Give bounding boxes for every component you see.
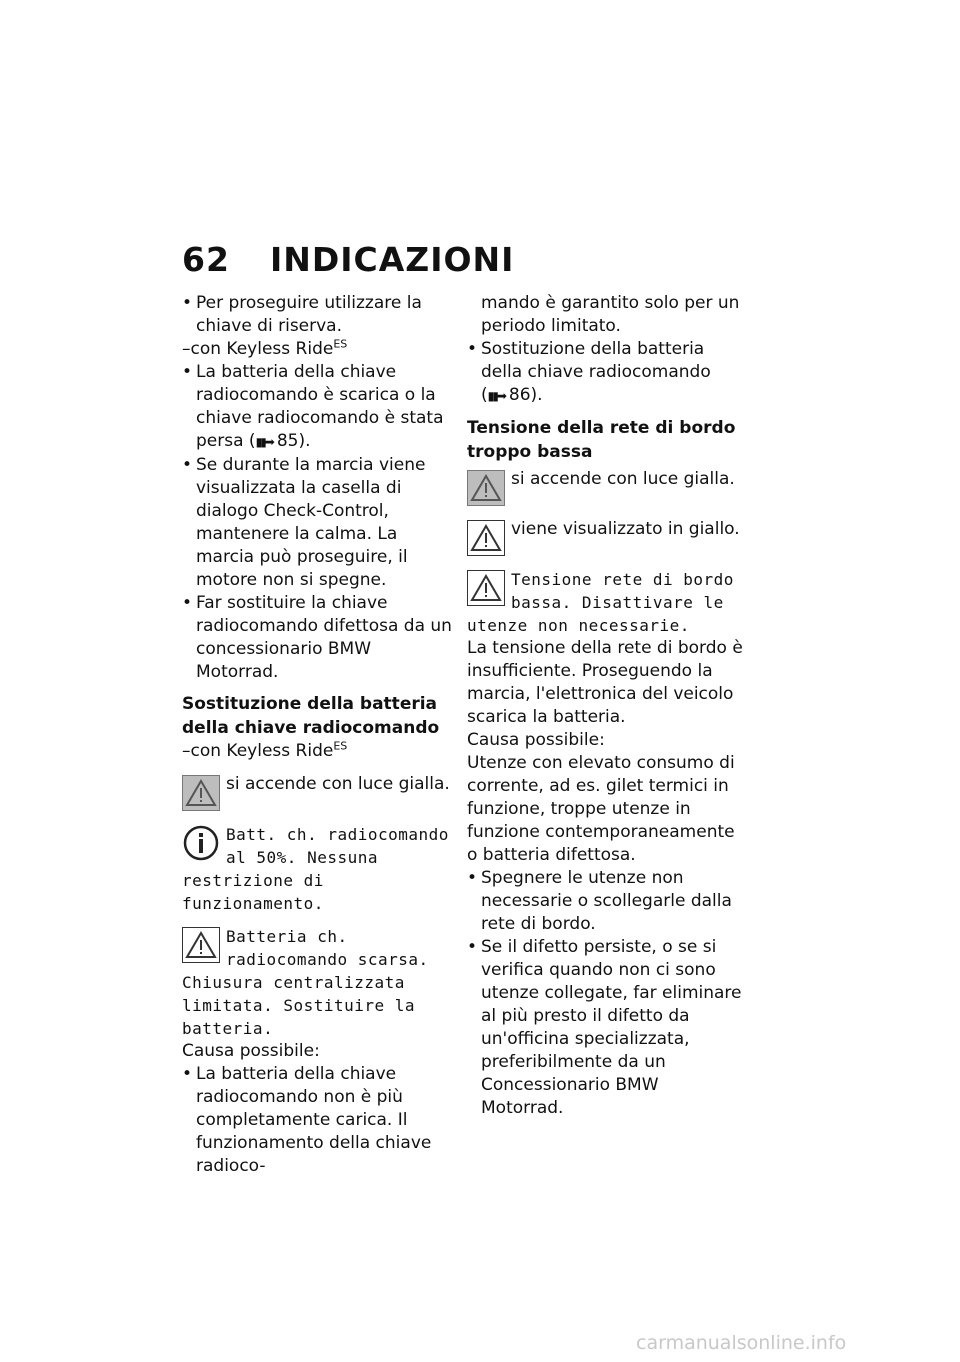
display-message: Batteria ch. radiocomando scarsa. Chiusura centralizzata limitata. Sostituire la batteria. [182, 927, 429, 1038]
info-message-row [182, 823, 452, 915]
info-icon [182, 825, 220, 861]
warning-triangle-icon [467, 470, 505, 506]
list-item: • La batteria della chiave radiocomando è scarica o la chiave radiocomando è stata persa (▮▮➡ 85). [182, 361, 452, 454]
warning-message-row [182, 925, 452, 1040]
display-message: Tensione rete di bordo bassa. Disattivare le utenze non necessarie. [467, 570, 734, 635]
warning-triangle-icon [467, 570, 505, 606]
warning-light-row [182, 773, 452, 813]
list-item: • Far sostituire la chiave radiocomando difettosa da un concessionario BMW Motorrad. [182, 592, 452, 684]
section-heading: Sostituzione della batteria della chiave radiocomando [182, 694, 440, 738]
page-header [182, 240, 514, 279]
warning-message-row [467, 568, 745, 637]
indicator-text: si accende con luce gialla. [226, 774, 450, 794]
right-column [467, 292, 745, 1120]
list-item: • Se durante la marcia viene visualizzata la casella di dialogo Check-Control, mantenere la calma. La marcia può proseguire, il motore non si spegne. [182, 454, 452, 592]
left-column [182, 292, 452, 1178]
watermark: carmanualsonline.info [636, 1332, 847, 1354]
indicator-text: viene visualizzato in giallo. [511, 519, 740, 539]
list-item: • Se il difetto persiste, o se si verifica quando non ci sono utenze collegate, far eliminare al più presto il difetto da un'officina specializzata, preferibilmente da un Concessionario BMW Motorrad. [467, 936, 745, 1120]
warning-display-row [467, 518, 745, 558]
indicator-text: si accende con luce gialla. [511, 469, 735, 489]
display-message: Batt. ch. radiocomando al 50%. Nessuna restrizione di funzionamento. [182, 825, 449, 913]
warning-light-row [467, 468, 745, 508]
superscript: ES [333, 739, 348, 753]
variant-note: –con Keyless Ride$^{ES}$ [182, 739, 348, 761]
paragraph: La tensione della rete di bordo è insufficiente. Proseguendo la marcia, l'elettronica del veicolo scarica la batteria. [467, 638, 743, 727]
cause-label: Causa possibile: [182, 1041, 320, 1061]
page-ref-arrow-icon: ▮▮➡ [255, 435, 273, 449]
list-item: • Per proseguire utilizzare la chiave di riserva. [182, 292, 452, 338]
section-heading: Tensione della rete di bordo troppo bassa [467, 418, 736, 462]
list-item: • Spegnere le utenze non necessarie o scollegarle dalla rete di bordo. [467, 867, 745, 936]
superscript: ES [333, 337, 348, 351]
warning-triangle-icon [182, 775, 220, 811]
page-number: 62 [182, 240, 230, 279]
continued-text: mando è garantito solo per un periodo limitato. [481, 293, 740, 336]
cause-label: Causa possibile: [467, 730, 605, 750]
warning-triangle-icon [467, 520, 505, 556]
variant-note: –con Keyless Ride$^{ES}$ [182, 337, 348, 359]
paragraph: Utenze con elevato consumo di corrente, ad es. gilet termici in funzione, troppe utenze in funzione contemporaneamente o batteria difettosa. [467, 753, 735, 865]
page-title: INDICAZIONI [269, 240, 515, 279]
page-ref-arrow-icon: ▮▮➡ [487, 389, 505, 403]
list-item: • Sostituzione della batteria della chiave radiocomando (▮▮➡ 86). [467, 338, 745, 408]
warning-triangle-icon [182, 927, 220, 963]
list-item: • La batteria della chiave radiocomando non è più completamente carica. Il funzionamento della chiave radioco- [182, 1063, 452, 1178]
